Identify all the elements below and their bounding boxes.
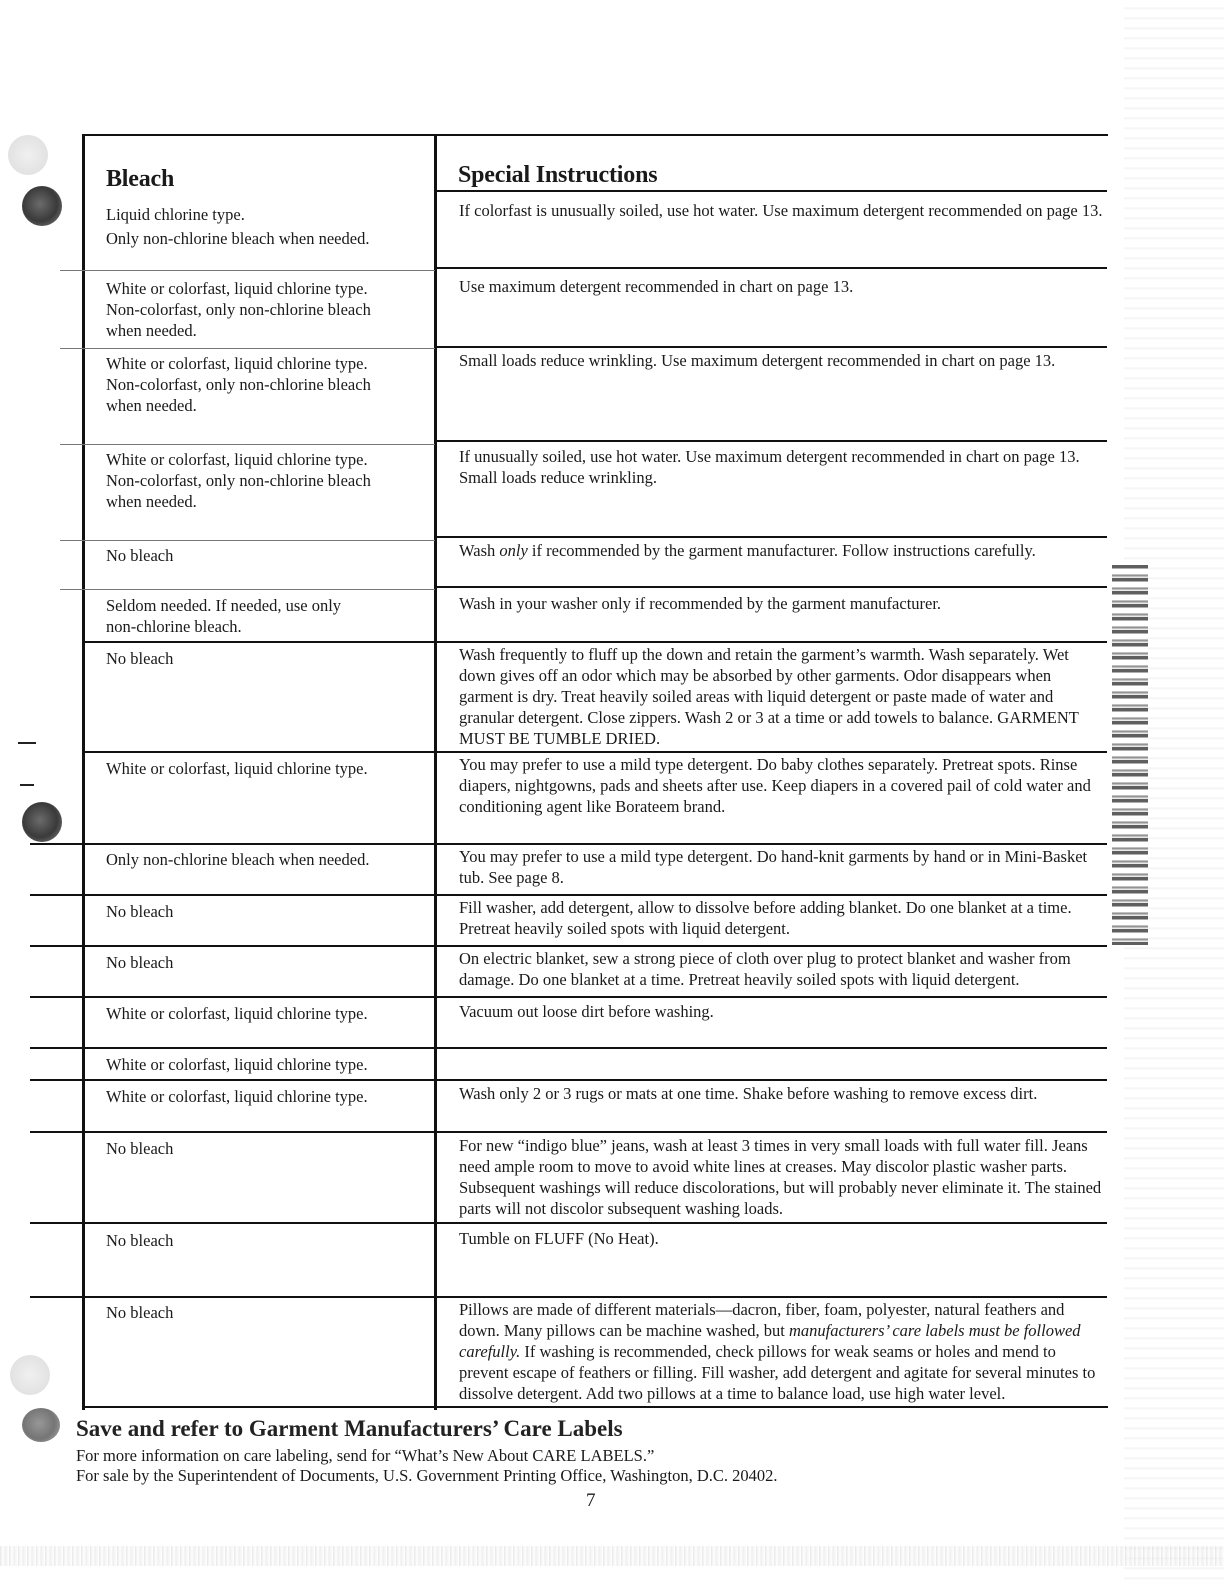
row-divider (60, 589, 435, 590)
binder-hole-icon (22, 802, 62, 842)
binder-hole-icon (22, 1408, 60, 1442)
footer-title: Save and refer to Garment Manufacturers’ Care Labels (76, 1416, 623, 1441)
bleach-cell: Liquid chlorine type. Only non-chlorine bleach when needed. (106, 205, 370, 248)
footer-sale-line: For sale by the Superintendent of Documents, U.S. Government Printing Office, Washington, D.C. 20402. (76, 1466, 778, 1485)
page-number: 7 (586, 1490, 596, 1511)
row-divider (30, 1222, 1107, 1224)
instructions-cell: For new “indigo blue” jeans, wash at least 3 times in very small loads with full water fill. Jeans need ample room to move to avoid white lines at creases. May discolor plastic washer parts. Subsequent washings will reduce discolorations, but will probably never eliminate it. The stained parts will not discolor subsequent washing loads. (459, 1136, 1102, 1218)
instructions-cell: Pillows are made of different materials—dacron, fiber, foam, polyester, natural feathers and down. Many pillows can be machine washed, but manufacturers’ care labels must be followed carefully. If washing is recommended, check pillows for weak seams or holes and mend to prevent escape of feathers or filling. Fill washer, add detergent and agitate for several minutes to dissolve detergent. Add two pillows at a time to balance load, use high water level. (459, 1300, 1096, 1403)
row-divider (60, 348, 435, 349)
bleach-cell: No bleach (106, 546, 174, 565)
row-divider (437, 267, 1107, 269)
bleach-cell: White or colorfast, liquid chlorine type. (106, 1087, 368, 1106)
scan-noise-bottom (0, 1546, 1224, 1566)
header-rule (437, 190, 1107, 192)
table-left-rule (82, 135, 85, 1410)
row-divider (30, 1131, 1107, 1133)
margin-tick (18, 742, 36, 744)
instructions-cell: Wash frequently to fluff up the down and retain the garment’s warmth. Wash separately. Wet down gives off an odor which may be absorbed by other garments. Odor disappears when garment is dry. Treat heavily soiled areas with liquid detergent or paste made of water and granular detergent. Close zippers. Wash 2 or 3 at a time or add towels to balance. GARMENT MUST BE TUMBLE DRIED. (459, 645, 1079, 748)
row-divider (437, 586, 1107, 588)
bleach-cell: White or colorfast, liquid chlorine type. Non-colorfast, only non-chlorine bleach when needed. (106, 279, 371, 340)
row-divider (82, 641, 1107, 643)
row-divider (30, 945, 1107, 947)
row-divider (30, 1296, 1107, 1298)
bleach-cell: White or colorfast, liquid chlorine type. (106, 1004, 368, 1023)
margin-tick (20, 784, 34, 786)
instructions-column-header: Special Instructions (458, 162, 658, 188)
row-divider (437, 440, 1107, 442)
binder-hole-icon (8, 135, 48, 175)
instructions-cell: Use maximum detergent recommended in chart on page 13. (459, 277, 854, 296)
instructions-cell: Wash only if recommended by the garment manufacturer. Follow instructions carefully. (459, 541, 1036, 560)
bleach-cell: White or colorfast, liquid chlorine type. (106, 759, 368, 778)
bleach-cell: No bleach (106, 1231, 174, 1250)
bleach-cell: No bleach (106, 649, 174, 668)
instructions-cell: If unusually soiled, use hot water. Use maximum detergent recommended in chart on page 13. Small loads reduce wrinkling. (459, 447, 1080, 487)
bleach-column-header: Bleach (106, 166, 175, 192)
instructions-cell: On electric blanket, sew a strong piece of cloth over plug to protect blanket and washer from damage. Do one blanket at a time. Pretreat heavily soiled spots with liquid detergent. (459, 949, 1071, 989)
table-column-divider (434, 135, 437, 1410)
instructions-cell: Wash in your washer only if recommended by the garment manufacturer. (459, 594, 942, 613)
instructions-cell: Tumble on FLUFF (No Heat). (459, 1229, 659, 1248)
bleach-cell: White or colorfast, liquid chlorine type. (106, 1055, 368, 1074)
row-divider (30, 894, 1107, 896)
table-bottom-rule (82, 1406, 1108, 1408)
row-divider (437, 536, 1107, 538)
binder-hole-icon (10, 1355, 50, 1395)
row-divider (60, 540, 435, 541)
row-divider (60, 270, 435, 271)
bleach-cell: No bleach (106, 902, 174, 921)
binder-hole-icon (22, 186, 62, 226)
instructions-cell: If colorfast is unusually soiled, use hot water. Use maximum detergent recommended on page 13. (459, 201, 1103, 220)
bleach-cell: Seldom needed. If needed, use only non-chlorine bleach. (106, 596, 342, 636)
footer-info-line: For more information on care labeling, send for “What’s New About CARE LABELS.” (76, 1446, 655, 1465)
instructions-cell: Vacuum out loose dirt before washing. (459, 1002, 714, 1021)
scan-marks (1112, 565, 1148, 945)
row-divider (30, 843, 1107, 845)
bleach-cell: No bleach (106, 1139, 174, 1158)
instructions-cell: Wash only 2 or 3 rugs or mats at one time. Shake before washing to remove excess dirt. (459, 1084, 1038, 1103)
row-divider (30, 996, 1107, 998)
bleach-cell: No bleach (106, 1303, 174, 1322)
bleach-cell: White or colorfast, liquid chlorine type. Non-colorfast, only non-chlorine bleach when needed. (106, 354, 371, 415)
instructions-cell: Fill washer, add detergent, allow to dissolve before adding blanket. Do one blanket at a time. Pretreat heavily soiled spots with liquid detergent. (459, 898, 1072, 938)
row-divider (437, 346, 1107, 348)
bleach-cell: No bleach (106, 953, 174, 972)
bleach-cell: Only non-chlorine bleach when needed. (106, 850, 370, 869)
row-divider (30, 1047, 1107, 1049)
table-top-rule (82, 134, 1108, 136)
instructions-cell: Small loads reduce wrinkling. Use maximum detergent recommended in chart on page 13. (459, 351, 1056, 370)
bleach-cell: White or colorfast, liquid chlorine type. Non-colorfast, only non-chlorine bleach when needed. (106, 450, 371, 511)
row-divider (82, 751, 1107, 753)
row-divider (30, 1079, 1107, 1081)
instructions-cell: You may prefer to use a mild type detergent. Do hand-knit garments by hand or in Mini-Basket tub. See page 8. (459, 847, 1088, 887)
instructions-cell: You may prefer to use a mild type detergent. Do baby clothes separately. Pretreat spots. Rinse diapers, nightgowns, pads and sheets after use. Keep diapers in a covered pail of cold water and conditioning agent like Borateem brand. (459, 755, 1091, 816)
row-divider (60, 444, 435, 445)
